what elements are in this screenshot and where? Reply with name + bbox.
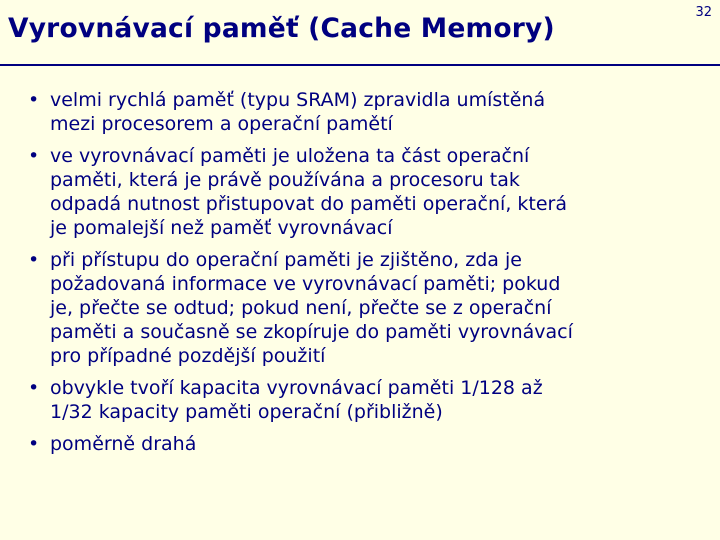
slide-header <box>0 0 720 66</box>
bullet-item <box>28 144 716 240</box>
bullet-text-line: požadovaná informace ve vyrovnávací paměti; pokud <box>50 273 561 295</box>
bullet-text-line: mezi procesorem a operační pamětí <box>50 113 393 135</box>
bullet-item <box>28 376 716 424</box>
bullet-text-line: odpadá nutnost přistupovat do paměti operační, která <box>50 193 567 215</box>
bullet-list <box>28 88 716 464</box>
bullet-icon: • <box>28 249 40 271</box>
bullet-text-line: ve vyrovnávací paměti je uložena ta část operační <box>50 145 530 167</box>
bullet-text-line: velmi rychlá paměť (typu SRAM) zpravidla umístěná <box>50 89 546 111</box>
slide-title: Vyrovnávací paměť (Cache Memory) <box>8 13 555 44</box>
bullet-text-line: obvykle tvoří kapacita vyrovnávací paměti 1/128 až <box>50 377 543 399</box>
bullet-text-line: je, přečte se odtud; pokud není, přečte se z operační <box>50 297 552 319</box>
bullet-text-line: poměrně drahá <box>50 433 197 455</box>
bullet-item <box>28 432 716 456</box>
bullet-item <box>28 248 716 368</box>
bullet-icon: • <box>28 433 40 455</box>
bullet-text-line: paměti a současně se zkopíruje do paměti vyrovnávací <box>50 321 573 343</box>
bullet-text-line: pro případné pozdější použití <box>50 345 326 367</box>
bullet-icon: • <box>28 377 40 399</box>
bullet-icon: • <box>28 89 40 111</box>
bullet-text-line: paměti, která je právě používána a procesoru tak <box>50 169 520 191</box>
bullet-text-line: je pomalejší než paměť vyrovnávací <box>50 217 393 239</box>
title-divider <box>0 64 720 66</box>
bullet-item <box>28 88 716 136</box>
bullet-text-line: 1/32 kapacity paměti operační (přibližně) <box>50 401 443 423</box>
page-number: 32 <box>695 5 712 20</box>
bullet-icon: • <box>28 145 40 167</box>
bullet-text-line: při přístupu do operační paměti je zjištěno, zda je <box>50 249 522 271</box>
